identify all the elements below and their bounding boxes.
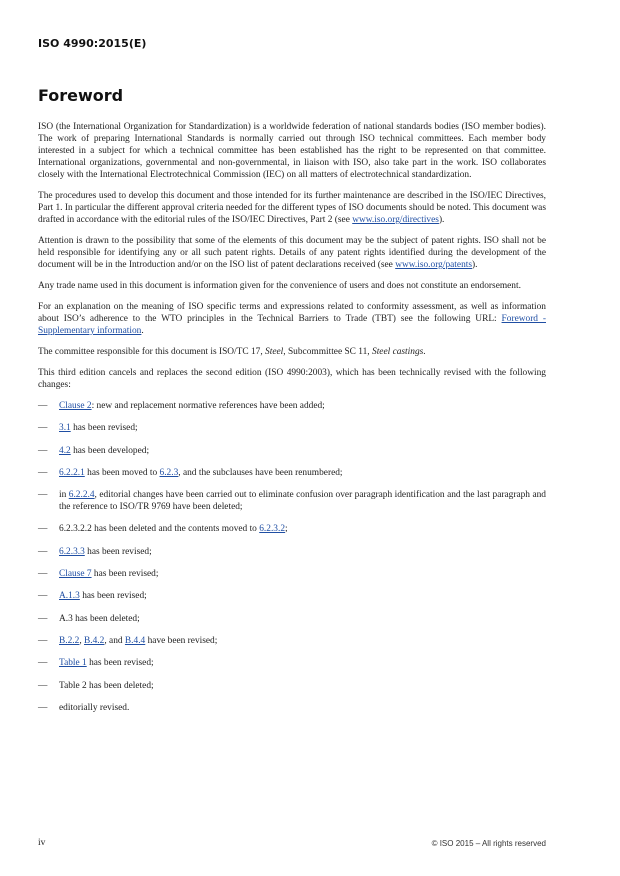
subclause-6-2-3-2-link[interactable]: 6.2.3.2 <box>259 524 285 535</box>
paragraph-conformity: For an explanation on the meaning of ISO specific terms and expressions related to conformity assessment, as well as information about ISO’s adherence to the WTO principles in the Technical Barriers to Trade (TBT) see the following URL: Foreword - Supplementary information. <box>38 302 546 336</box>
table-1-link[interactable]: Table 1 <box>59 658 87 669</box>
list-item: — Table 2 has been deleted; <box>38 680 154 691</box>
subclause-b-4-4-link[interactable]: B.4.4 <box>124 635 146 646</box>
paragraph-committee: The committee responsible for this document is ISO/TC 17, Steel, Subcommittee SC 11, Steel castings. <box>38 347 426 357</box>
subclause-b-4-2-link[interactable]: B.4.2 <box>84 635 105 646</box>
copyright-notice: © ISO 2015 – All rights reserved <box>431 839 546 848</box>
clause-2-link[interactable]: Clause 2 <box>59 401 92 411</box>
subclause-6-2-3-link[interactable]: 6.2.3 <box>159 467 179 478</box>
patents-link[interactable]: www.iso.org/patents <box>395 260 473 270</box>
directives-link[interactable]: www.iso.org/directives <box>352 215 439 225</box>
paragraph-iso-intro: ISO (the International Organization for Standardization) is a worldwide federation of national standards bodies (ISO member bodies). The work of preparing International Standards is normally carried out through ISO technical committees. Each member body interested in a subject for which a technical committee has been established has the right to be represented on that committee. International organizations, governmental and non-governmental, in liaison with ISO, also take part in the work. ISO collaborates closely with the International Electrotechnical Commission (IEC) on all matters of electrotechnical standardization. <box>38 122 546 180</box>
list-item: — 3.1 has been revised; <box>38 423 138 434</box>
subclause-6-2-3-3-link[interactable]: 6.2.3.3 <box>59 546 85 557</box>
list-item: — 6.2.3.2.2 has been deleted and the contents moved to 6.2.3.2; <box>38 524 288 535</box>
list-item: — Clause 2: new and replacement normative references have been added; <box>38 401 325 411</box>
list-item: — 6.2.3.3 has been revised; <box>38 546 152 557</box>
list-item: — 6.2.2.1 has been moved to 6.2.3, and the subclauses have been renumbered; <box>38 467 343 478</box>
supplementary-info-link[interactable]: Foreword - Supplementary information <box>38 314 546 336</box>
paragraph-trade-name: Any trade name used in this document is information given for the convenience of users and does not constitute an endorsement. <box>38 281 521 291</box>
document-id: ISO 4990:2015(E) <box>38 37 147 50</box>
foreword-body <box>38 121 546 724</box>
subclause-4-2-link[interactable]: 4.2 <box>59 445 71 456</box>
paragraph-patents: Attention is drawn to the possibility that some of the elements of this document may be the subject of patent rights. ISO shall not be held responsible for identifying any or all such patent rights. Details of any patent rights identified during the development of the document will be in the Introduction and/or on the ISO list of patent declarations received (see www.iso.org/patents). <box>38 236 546 270</box>
subclause-6-2-2-4-link[interactable]: 6.2.2.4 <box>68 490 95 501</box>
changes-list <box>38 400 546 714</box>
subclause-b-2-2-link[interactable]: B.2.2 <box>59 635 80 646</box>
list-item: — in 6.2.2.4, editorial changes have been carried out to eliminate confusion over paragraph identification and the last paragraph and the reference to ISO/TR 9769 have been deleted; <box>38 490 546 513</box>
subclause-a-1-3-link[interactable]: A.1.3 <box>59 591 80 602</box>
list-item: — Clause 7 has been revised; <box>38 569 159 580</box>
list-item: — A.1.3 has been revised; <box>38 591 147 602</box>
list-item: — Table 1 has been revised; <box>38 658 154 669</box>
clause-7-link[interactable]: Clause 7 <box>59 569 92 580</box>
paragraph-edition: This third edition cancels and replaces the second edition (ISO 4990:2003), which has been technically revised with the following changes: <box>38 368 546 390</box>
list-item: — 4.2 has been developed; <box>38 445 150 456</box>
page-number: iv <box>38 838 46 848</box>
subclause-6-2-2-1-link[interactable]: 6.2.2.1 <box>59 467 85 478</box>
subclause-3-1-link[interactable]: 3.1 <box>59 423 71 434</box>
page-title: Foreword <box>38 86 124 105</box>
list-item: — editorially revised. <box>38 702 130 713</box>
list-item: — A.3 has been deleted; <box>38 613 140 624</box>
paragraph-procedures: The procedures used to develop this document and those intended for its further maintenance are described in the ISO/IEC Directives, Part 1. In particular the different approval criteria needed for the different types of ISO documents should be noted. This document was drafted in accordance with the editorial rules of the ISO/IEC Directives, Part 2 (see www.iso.org/directives). <box>38 191 546 225</box>
list-item: — B.2.2, B.4.2, and B.4.4 have been revised; <box>38 635 218 646</box>
